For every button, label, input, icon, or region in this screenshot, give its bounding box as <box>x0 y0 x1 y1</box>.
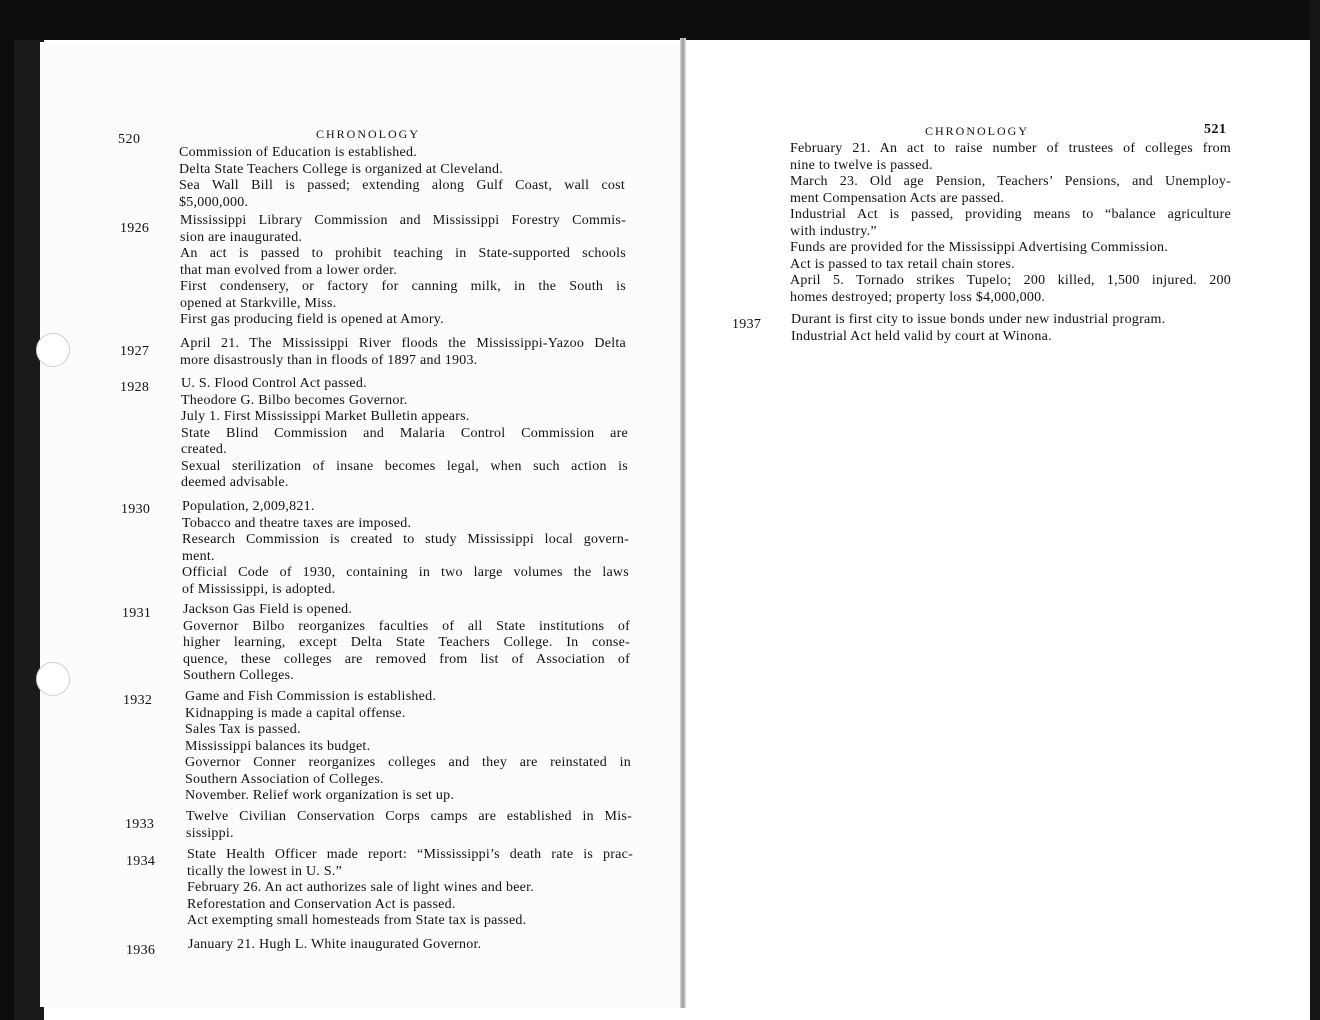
text-line: February 21. An act to raise number of trustees of colleges from <box>790 141 1231 156</box>
text-line: Southern Association of Colleges. <box>185 771 384 787</box>
text-line: Sexual sterilization of insane becomes legal, when such action is <box>181 458 628 474</box>
text-line: Tobacco and theatre taxes are imposed. <box>182 515 412 531</box>
text-line: An act is passed to prohibit teaching in State-supported schools <box>180 246 626 261</box>
text-line: Population, 2,009,821. <box>182 499 315 514</box>
text-line: November. Relief work organization is set up. <box>185 788 455 803</box>
text-line: $5,000,000. <box>179 194 249 210</box>
year-entry-1927 <box>180 336 626 369</box>
left-intro-entry <box>179 145 625 211</box>
text-line: nine to twelve is passed. <box>790 157 933 173</box>
text-line: Kidnapping is made a capital offense. <box>185 705 406 721</box>
year-label: 1930 <box>121 502 151 517</box>
text-line: State Health Officer made report: “Mississippi’s death rate is prac- <box>187 847 633 862</box>
year-entry-1933 <box>186 809 632 842</box>
year-entry-1936 <box>188 937 634 954</box>
text-line: Mississippi balances its budget. <box>185 738 371 754</box>
year-label: 1934 <box>126 854 156 869</box>
text-line: Act is passed to tax retail chain stores. <box>790 256 1015 272</box>
text-line: ment. <box>182 548 215 564</box>
text-line: that man evolved from a lower order. <box>180 262 397 278</box>
text-line: Durant is first city to issue bonds under new industrial program. <box>791 312 1166 327</box>
text-line: opened at Starkville, Miss. <box>180 295 337 311</box>
year-label: 1931 <box>122 606 152 621</box>
text-line: Jackson Gas Field is opened. <box>183 602 353 617</box>
year-label: 1937 <box>732 317 762 332</box>
text-line: Research Commission is created to study Mississippi local govern- <box>182 532 629 547</box>
text-line: more disastrously than in floods of 1897 and 1903. <box>180 352 478 368</box>
text-line: deemed advisable. <box>181 475 289 490</box>
text-line: February 26. An act authorizes sale of light wines and beer. <box>187 880 535 895</box>
year-label: 1933 <box>125 817 155 832</box>
year-label: 1928 <box>120 380 150 395</box>
text-line: Southern Colleges. <box>183 668 295 683</box>
text-line: higher learning, except Delta State Teachers College. In conse- <box>183 635 630 650</box>
year-entry-1931 <box>183 602 630 685</box>
binder-hole <box>36 662 70 696</box>
text-line: tically the lowest in U. S.” <box>187 863 343 879</box>
text-line: Official Code of 1930, containing in two large volumes the laws <box>182 565 629 580</box>
text-line: State Blind Commission and Malaria Control Commission are <box>181 425 628 441</box>
text-line: Act exempting small homesteads from State tax is passed. <box>187 913 527 928</box>
text-line: quence, these colleges are removed from list of Association of <box>183 651 630 667</box>
text-line: Game and Fish Commission is established. <box>185 689 437 704</box>
text-line: Funds are provided for the Mississippi Advertising Commission. <box>790 240 1168 255</box>
year-label: 1927 <box>120 344 150 359</box>
text-line: Commission of Education is established. <box>179 145 418 160</box>
year-entry-1930 <box>182 499 629 598</box>
text-line: sissippi. <box>186 825 234 841</box>
text-line: April 21. The Mississippi River floods the Mississippi-Yazoo Delta <box>180 336 626 351</box>
text-line: Industrial Act held valid by court at Winona. <box>791 328 1052 344</box>
year-label: 1932 <box>123 693 153 708</box>
text-line: homes destroyed; property loss $4,000,000. <box>790 289 1046 305</box>
running-head: CHRONOLOGY <box>925 124 1029 138</box>
page-number: 521 <box>1204 122 1227 137</box>
text-line: Sales Tax is passed. <box>185 722 301 737</box>
text-line: Reforestation and Conservation Act is passed. <box>187 896 456 912</box>
text-line: created. <box>181 442 227 457</box>
year-entry-1926 <box>180 213 626 329</box>
text-line: January 21. Hugh L. White inaugurated Governor. <box>188 937 482 952</box>
text-line: ment Compensation Acts are passed. <box>790 190 1005 206</box>
text-line: Theodore G. Bilbo becomes Governor. <box>181 392 408 408</box>
text-line: Mississippi Library Commission and Mississippi Forestry Commis- <box>180 213 626 228</box>
book-gutter <box>680 38 686 1008</box>
text-line: sion are inaugurated. <box>180 229 303 245</box>
year-entry-1937 <box>791 312 1232 345</box>
text-line: April 5. Tornado strikes Tupelo; 200 killed, 1,500 injured. 200 <box>790 273 1231 288</box>
text-line: Governor Conner reorganizes colleges and they are reinstated in <box>185 755 631 770</box>
text-line: U. S. Flood Control Act passed. <box>181 376 367 391</box>
text-line: Twelve Civilian Conservation Corps camps are established in Mis- <box>186 809 632 824</box>
text-line: First condensery, or factory for canning milk, in the South is <box>180 279 626 294</box>
text-line: Industrial Act is passed, providing means to “balance agriculture <box>790 207 1231 222</box>
text-line: First gas producing field is opened at Amory. <box>180 312 444 327</box>
scan-border-top <box>0 0 1320 40</box>
text-line: with industry.” <box>790 223 877 239</box>
page-number: 520 <box>118 132 141 147</box>
text-line: Delta State Teachers College is organized at Cleveland. <box>179 161 504 177</box>
running-head: CHRONOLOGY <box>316 127 420 141</box>
year-label: 1936 <box>126 943 156 958</box>
scan-border-right <box>1310 0 1320 1020</box>
text-line: July 1. First Mississippi Market Bulletin appears. <box>181 409 470 424</box>
text-line: Sea Wall Bill is passed; extending along Gulf Coast, wall cost <box>179 178 625 193</box>
year-entry-1932 <box>185 689 631 805</box>
year-entry-1934 <box>187 847 633 930</box>
year-entry-1928 <box>181 376 628 492</box>
right-intro-entry <box>790 141 1231 306</box>
text-line: March 23. Old age Pension, Teachers’ Pensions, and Unemploy- <box>790 174 1231 189</box>
text-line: Governor Bilbo reorganizes faculties of all State institutions of <box>183 618 630 634</box>
binder-hole <box>36 333 70 367</box>
text-line: of Mississippi, is adopted. <box>182 581 336 597</box>
year-label: 1926 <box>120 221 150 236</box>
